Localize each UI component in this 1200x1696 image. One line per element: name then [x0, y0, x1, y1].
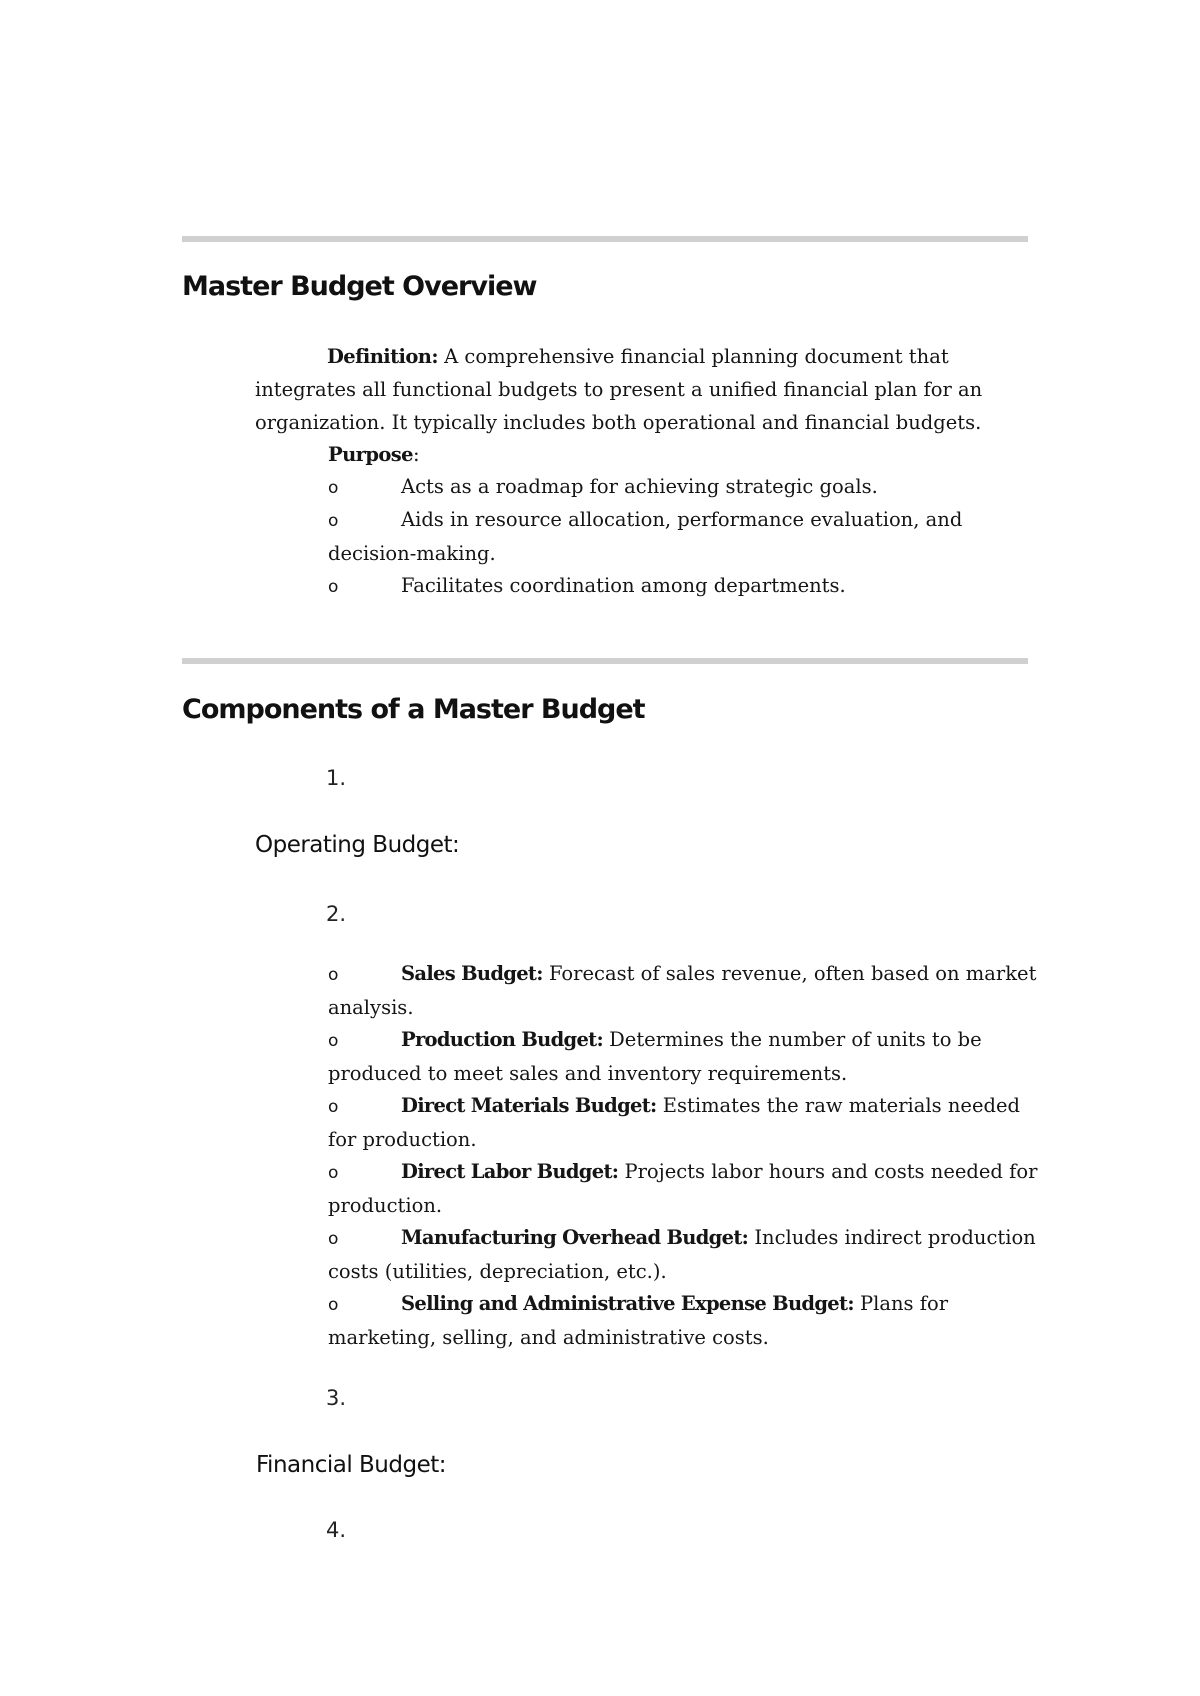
- definition-paragraph: Definition: A comprehensive financial planning document that integrates all functional budgets to present a unified financial plan for an organization. It typically includes both operational and financial budgets.: [255, 345, 983, 434]
- list-item: o Sales Budget: Forecast of sales revenue, often based on market analysis.: [328, 958, 1048, 1024]
- list-number: 3.: [326, 1386, 347, 1410]
- list-item: o Acts as a roadmap for achieving strategic goals.: [328, 471, 1048, 505]
- definition-label: Definition: [327, 345, 432, 368]
- subsection-title-financial: Financial Budget:: [256, 1452, 446, 1478]
- section-title-components: Components of a Master Budget: [182, 694, 645, 725]
- section-title-overview: Master Budget Overview: [182, 271, 537, 302]
- list-item: o Manufacturing Overhead Budget: Includes indirect production costs (utilities, depreciation, etc.).: [328, 1222, 1048, 1288]
- bullet-icon: o: [328, 1163, 339, 1183]
- section-divider: [182, 658, 1028, 664]
- definition-text: A comprehensive financial planning document that integrates all functional budgets to present a unified financial plan for an organization. It typically includes both operational and financial budgets.: [255, 345, 983, 434]
- subsection-title-operating: Operating Budget:: [255, 832, 460, 858]
- section-divider: [182, 236, 1028, 242]
- bullet-icon: o: [328, 1097, 339, 1117]
- bullet-icon: o: [328, 511, 339, 531]
- bullet-icon: o: [328, 577, 339, 597]
- list-item: o Selling and Administrative Expense Budget: Plans for marketing, selling, and administrative costs.: [328, 1288, 1048, 1354]
- purpose-label: Purpose: [328, 443, 413, 466]
- bullet-icon: o: [328, 478, 339, 498]
- purpose-heading: Purpose:: [328, 443, 420, 466]
- list-number: 2.: [326, 902, 347, 926]
- bullet-icon: o: [328, 1229, 339, 1249]
- list-item: o Aids in resource allocation, performance evaluation, and decision-making.: [328, 504, 968, 570]
- list-item: o Direct Materials Budget: Estimates the raw materials needed for production.: [328, 1090, 1048, 1156]
- list-number: 4.: [326, 1518, 347, 1542]
- list-item: o Production Budget: Determines the number of units to be produced to meet sales and inventory requirements.: [328, 1024, 1048, 1090]
- list-item: o Facilitates coordination among departments.: [328, 570, 1048, 604]
- list-item: o Direct Labor Budget: Projects labor hours and costs needed for production.: [328, 1156, 1048, 1222]
- list-number: 1.: [326, 766, 347, 790]
- bullet-icon: o: [328, 965, 339, 985]
- bullet-icon: o: [328, 1295, 339, 1315]
- bullet-icon: o: [328, 1031, 339, 1051]
